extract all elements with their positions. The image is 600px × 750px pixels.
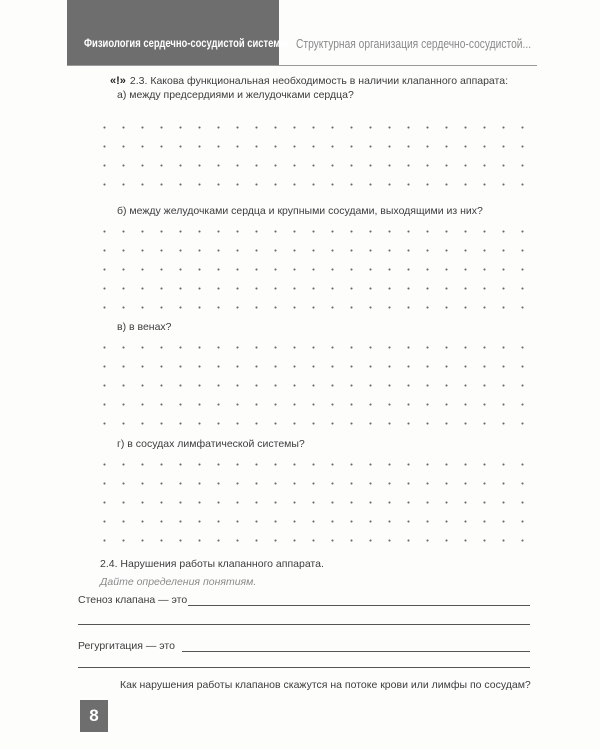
page-number: 8 bbox=[89, 706, 99, 725]
running-head-right: Структурная организация сердечно-сосудистой... bbox=[296, 37, 532, 51]
header-bar bbox=[67, 0, 289, 65]
stenosis-answer-line-1[interactable] bbox=[188, 605, 530, 606]
question-valve-disorders: Как нарушения работы клапанов скажутся на потоке крови или лимфы по сосудам? bbox=[120, 679, 531, 691]
item-c-label: в) в венах? bbox=[117, 321, 172, 333]
regurgitation-answer-line-2[interactable] bbox=[78, 667, 530, 668]
stenosis-answer-line-2[interactable] bbox=[78, 624, 530, 625]
answer-grid-c[interactable] bbox=[95, 338, 531, 433]
running-head-left: Физиология сердечно-сосудистой системы bbox=[84, 38, 289, 50]
answer-grid-b[interactable] bbox=[95, 222, 531, 317]
question-2-3-text: 2.3. Какова функциональная необходимость в наличии клапанного аппарата: bbox=[129, 75, 508, 87]
question-2-3 bbox=[110, 75, 508, 87]
regurgitation-label: Регургитация — это bbox=[78, 640, 175, 652]
question-2-4-title: 2.4. Нарушения работы клапанного аппарата. bbox=[100, 558, 324, 570]
item-b-label: б) между желудочками сердца и крупными сосудами, выходящими из них? bbox=[117, 205, 483, 217]
stenosis-label: Стеноз клапана — это bbox=[78, 594, 188, 606]
important-marker: «!» bbox=[110, 75, 126, 87]
regurgitation-answer-line-1[interactable] bbox=[182, 651, 530, 652]
answer-grid-a[interactable] bbox=[95, 118, 531, 194]
question-2-4-instruction: Дайте определения понятиям. bbox=[100, 576, 257, 588]
header-rule bbox=[67, 65, 537, 66]
item-d-label: г) в сосудах лимфатической системы? bbox=[117, 438, 305, 450]
answer-grid-d[interactable] bbox=[95, 455, 531, 550]
item-a-label: а) между предсердиями и желудочками сердца? bbox=[117, 89, 354, 101]
